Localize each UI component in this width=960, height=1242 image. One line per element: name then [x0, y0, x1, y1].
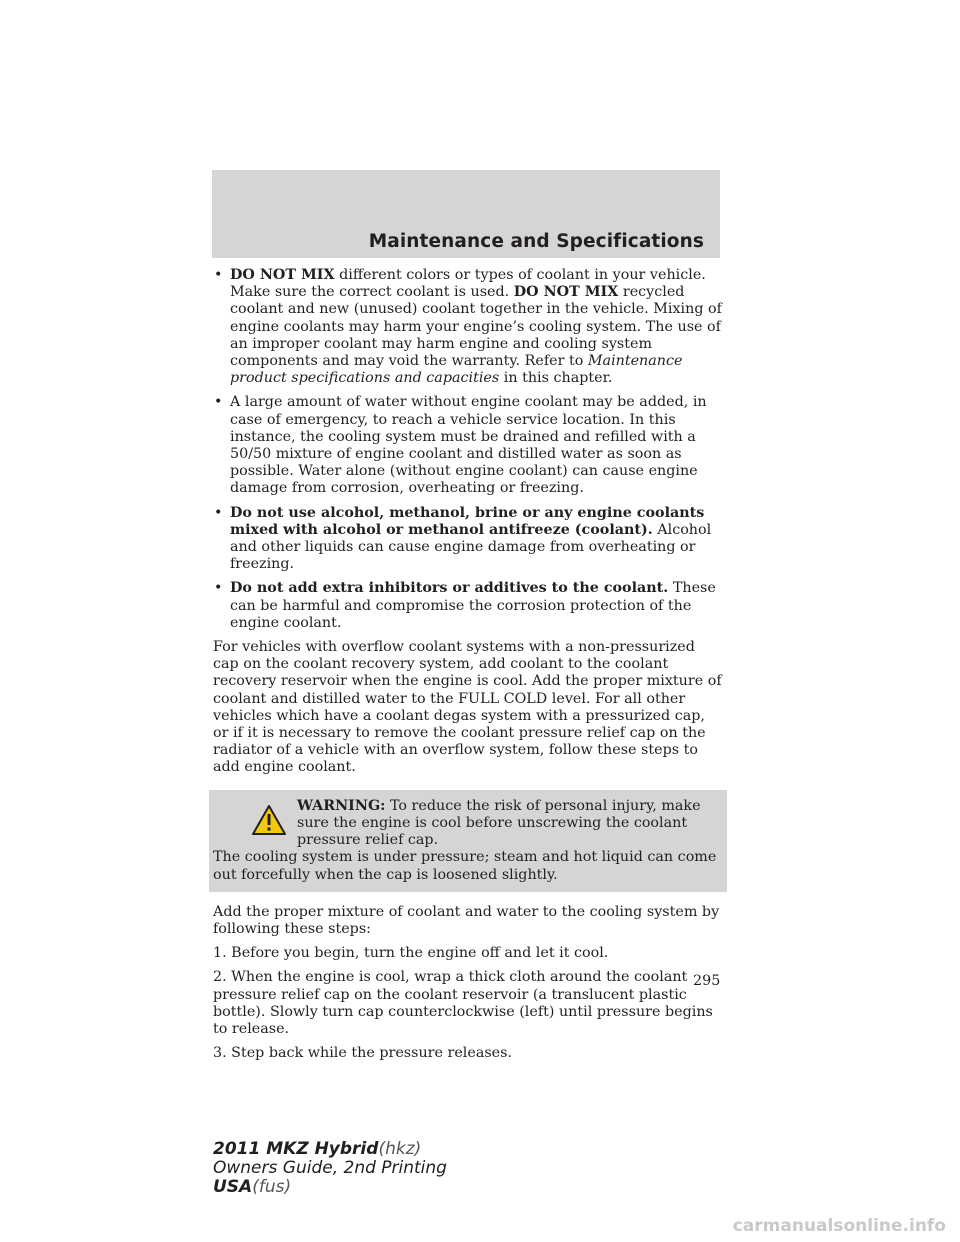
bullet-item	[213, 394, 723, 497]
section-title: Maintenance and Specifications	[368, 231, 704, 252]
bullet-mark: •	[214, 580, 223, 597]
bullet-text: A large amount of water without engine coolant may be added, in case of emergency, to reach a vehicle service location. In this instance, the cooling system must be drained and refilled with a 50/50 mixture of engine coolant and distilled water as soon as possible. Water alone (without engine coolant) can cause engine damage from corrosion, overheating or freezing.	[230, 394, 707, 497]
step-item: 3. Step back while the pressure releases.	[213, 1045, 513, 1062]
bullet-bold: DO NOT MIX	[513, 284, 619, 301]
bullet-mark: •	[214, 504, 223, 521]
bullet-item	[213, 580, 723, 632]
body-paragraph: Add the proper mixture of coolant and water to the cooling system by following these steps:	[213, 903, 720, 937]
page-number: 295	[693, 973, 721, 989]
warning-text-indented	[213, 798, 721, 850]
bullet-item	[213, 267, 723, 387]
footer-market-code: (fus)	[252, 1177, 292, 1197]
bullet-text: These can be harmful and compromise the corrosion protection of the engine coolant.	[230, 580, 716, 631]
footer-edition: Owners Guide, 2nd Printing	[213, 1158, 447, 1178]
bullet-lead: Do not use alcohol, methanol, brine or any engine coolants mixed with alcohol or methanol antifreeze (coolant).	[230, 504, 705, 538]
footer-market: USA	[213, 1177, 253, 1197]
warning-triangle-icon	[251, 804, 287, 836]
step-item: 2. When the engine is cool, wrap a thick cloth around the coolant pressure relief cap on the coolant reservoir (a translucent plastic bottle). Slowly turn cap counterclockwise (left) until pressure begins to release.	[213, 969, 713, 1037]
bullet-text: Alcohol and other liquids can cause engine damage from overheating or freezing.	[230, 521, 712, 573]
bullet-mark: •	[214, 394, 223, 411]
step-item: 1. Before you begin, turn the engine off and let it cool.	[213, 945, 609, 962]
body-paragraph: For vehicles with overflow coolant systems with a non-pressurized cap on the coolant recovery system, add coolant to the coolant recovery reservoir when the engine is cool. Add the proper mixture of coolant and distilled water to the FULL COLD level. For all other vehicles which have a coolant degas system with a pressurized cap, or if it is necessary to remove the coolant pressure relief cap on the radiator of a vehicle with an overflow system, follow these steps to add engine coolant.	[213, 639, 722, 776]
cross-reference: Maintenance product specifications and capacities	[230, 353, 683, 387]
footer-model: 2011 MKZ Hybrid	[213, 1139, 379, 1159]
warning-text-continued: The cooling system is under pressure; steam and hot liquid can come out forcefully when the cap is loosened slightly.	[213, 849, 717, 883]
bullet-text: recycled coolant and new (unused) coolant together in the vehicle. Mixing of engine coolants may harm your engine’s cooling system. The use of an improper coolant may harm engine and cooling system components and may void the warranty. Refer to	[230, 284, 722, 370]
page-content	[213, 267, 723, 1069]
bullet-lead: DO NOT MIX	[230, 267, 335, 283]
bullet-item	[213, 505, 723, 574]
document-footer	[213, 1140, 447, 1197]
bullet-lead: Do not add extra inhibitors or additives to the coolant.	[230, 580, 669, 597]
warning-text: To reduce the risk of personal injury, make sure the engine is cool before unscrewing the coolant pressure relief cap.	[297, 797, 701, 849]
section-header-band	[212, 170, 720, 258]
warning-box	[209, 790, 727, 892]
warning-label: WARNING:	[297, 797, 386, 814]
footer-code: (hkz)	[378, 1139, 422, 1159]
bullet-text: different colors or types of coolant in your vehicle. Make sure the correct coolant is used.	[230, 267, 706, 301]
bullet-mark: •	[214, 267, 223, 283]
bullet-text: in this chapter.	[503, 370, 613, 387]
watermark: carmanualsonline.info	[732, 1216, 946, 1236]
